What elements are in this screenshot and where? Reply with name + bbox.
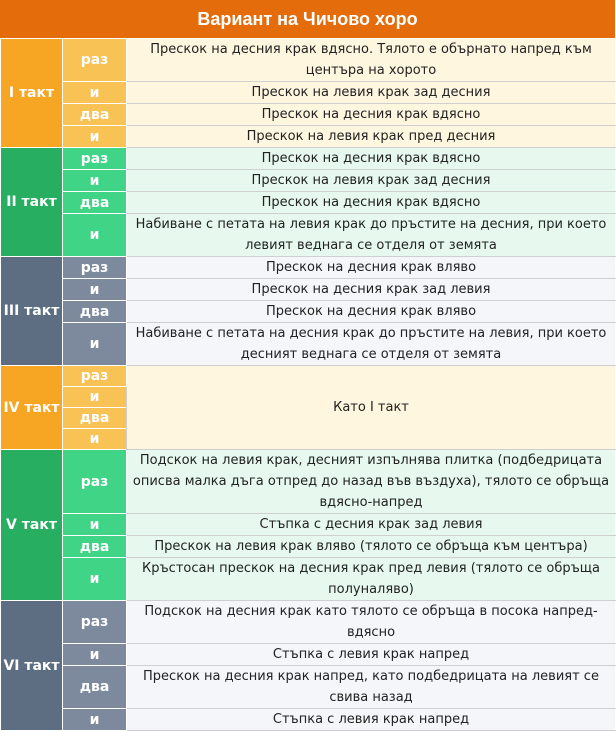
step-description: Прескок на десния крак вляво	[127, 301, 616, 323]
table-row	[1, 279, 616, 301]
beat-label: раз	[63, 257, 127, 279]
takt-label: V такт	[1, 450, 63, 601]
steps-table	[0, 38, 616, 731]
step-description: Прескок на десния крак вдясно	[127, 104, 616, 126]
beat-label: два	[63, 104, 127, 126]
table-row	[1, 366, 616, 387]
table-title: Вариант на Чичово хоро	[0, 0, 615, 38]
table-row	[1, 558, 616, 601]
beat-label: и	[63, 170, 127, 192]
beat-label: раз	[63, 39, 127, 82]
beat-label: раз	[63, 450, 127, 514]
beat-label: и	[63, 514, 127, 536]
beat-label: два	[63, 666, 127, 709]
step-description: Подскок на левия крак, десният изпълнява плитка (подбедрицата описва малка дъга отпред до назад във въздуха), тялото се обръща вдясно-напред	[127, 450, 616, 514]
step-description: Прескок на десния крак вдясно. Тялото е обърнато напред към центъра на хорото	[127, 39, 616, 82]
step-description: Прескок на десния крак зад левия	[127, 279, 616, 301]
table-row	[1, 170, 616, 192]
takt-label: I такт	[1, 39, 63, 148]
step-description: Прескок на десния крак напред, като подбедрицата на левият се свива назад	[127, 666, 616, 709]
table-row	[1, 514, 616, 536]
beat-label: и	[63, 709, 127, 731]
table-row	[1, 666, 616, 709]
beat-label: и	[63, 429, 127, 450]
table-row	[1, 536, 616, 558]
beat-label: и	[63, 558, 127, 601]
table-row	[1, 601, 616, 644]
step-description: Стъпка с левия крак напред	[127, 644, 616, 666]
beat-label: и	[63, 214, 127, 257]
step-description: Подскок на десния крак като тялото се обръща в посока напред-вдясно	[127, 601, 616, 644]
table-row	[1, 301, 616, 323]
step-description: Стъпка с десния крак зад левия	[127, 514, 616, 536]
beat-label: два	[63, 536, 127, 558]
step-description: Прескок на левия крак пред десния	[127, 126, 616, 148]
beat-label: раз	[63, 366, 127, 387]
table-row	[1, 192, 616, 214]
beat-label: и	[63, 644, 127, 666]
table-row	[1, 104, 616, 126]
beat-label: и	[63, 82, 127, 104]
step-description: Прескок на десния крак вляво	[127, 257, 616, 279]
beat-label: и	[63, 323, 127, 366]
step-description: Прескок на десния крак вдясно	[127, 192, 616, 214]
step-description: Като I такт	[127, 366, 616, 450]
step-description: Прескок на левия крак зад десния	[127, 170, 616, 192]
takt-label: II такт	[1, 148, 63, 257]
takt-label: IV такт	[1, 366, 63, 450]
table-row	[1, 257, 616, 279]
beat-label: два	[63, 408, 127, 429]
step-description: Прескок на левия крак зад десния	[127, 82, 616, 104]
table-row	[1, 450, 616, 514]
takt-label: III такт	[1, 257, 63, 366]
table-row	[1, 323, 616, 366]
table-row	[1, 39, 616, 82]
table-row	[1, 214, 616, 257]
table-row	[1, 148, 616, 170]
step-description: Стъпка с левия крак напред	[127, 709, 616, 731]
table-row	[1, 126, 616, 148]
beat-label: раз	[63, 601, 127, 644]
table-row	[1, 82, 616, 104]
beat-label: два	[63, 301, 127, 323]
beat-label: и	[63, 279, 127, 301]
step-description: Набиване с петата на десния крак до пръстите на левия, при което десният веднага се отделя от земята	[127, 323, 616, 366]
beat-label: раз	[63, 148, 127, 170]
takt-label: VI такт	[1, 601, 63, 731]
step-description: Кръстосан прескок на десния крак пред левия (тялото се обръща полуналяво)	[127, 558, 616, 601]
beat-label: два	[63, 192, 127, 214]
step-description: Набиване с петата на левия крак до пръстите на десния, при което левият веднага се отделя от земята	[127, 214, 616, 257]
steps-table-body	[1, 39, 616, 731]
beat-label: и	[63, 126, 127, 148]
table-row	[1, 709, 616, 731]
step-description: Прескок на левия крак вляво (тялото се обръща към центъра)	[127, 536, 616, 558]
table-row	[1, 644, 616, 666]
beat-label: и	[63, 387, 127, 408]
step-description: Прескок на десния крак вдясно	[127, 148, 616, 170]
